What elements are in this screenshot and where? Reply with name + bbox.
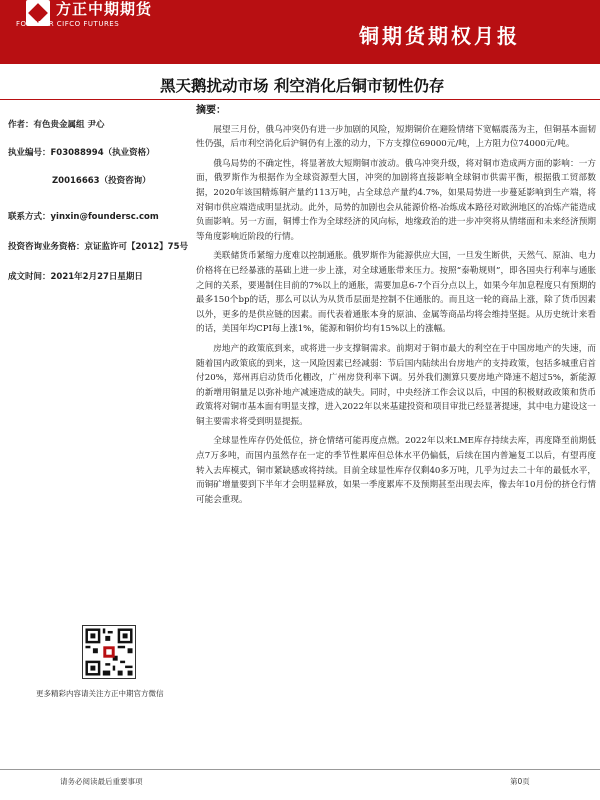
- paragraph: 美联储货币紧缩力度难以控制通胀。俄罗斯作为能源供应大国，一旦发生断供，天然气、原油、电力价格将在已经暴涨的基础上进一步上涨，对全球通胀带来压力。按照“泰勒规则”，即各国央行利率与通胀之间的关系，要遏制住目前的7%以上的通胀，需要加息6-7个百分点以上，如果今年加息程度只有预期的最多150个bp的话，那么可以认为从货币层面是控制不住通胀的。而且这一轮的商品上涨，除了货币因素以外，更多的是供应链的因素。而代表着通胀本身的原油、金属等商品均将会维持坚挺。从历史统计来看的话，美国年均CPI每上涨1%，能源和铜价均有15%以上的涨幅。: [196, 251, 596, 335]
- footer-disclaimer: 请务必阅读最后重要事项: [60, 777, 143, 786]
- title-divider: [0, 99, 600, 100]
- qr-caption: 更多精彩内容请关注方正中期官方微信: [36, 689, 164, 698]
- report-type: 铜期货期权月报: [359, 24, 520, 48]
- date-line: 成文时间：2021年2月27日星期日: [8, 272, 143, 282]
- paragraph: 俄乌局势的不确定性，将显著放大短期铜市波动。俄乌冲突升级，将对铜市造成两方面的影响：一方面，俄罗斯作为根据作为全球资源型大国，冲突的加剧将直接影响全球铜市供需平衡，根据俄工贸部数据，2020年该国精炼铜产量约113万吨，占全球总产量约4.7%，如果局势进一步蔓延影响到生产端，将对铜市供应端造成明显扰动。此外，局势的加剧也会从能源价格-冶炼成本路径对欧洲地区的冶炼产能造成负面影响。另一方面，铜博士作为全球经济的风向标，地缘政治的进一步冲突将从情绪面和未来经济预期等角度影响近阶段的行情。: [196, 158, 596, 242]
- abstract-heading: 摘要：: [196, 105, 226, 116]
- paragraph: 全球显性库存仍处低位，挤仓情绪可能再度点燃。2022年以来LME库存持续去库，再度降至前期低点7万多吨，而国内虽然存在一定的季节性累库但总体水平仍偏低，后续在国内普遍复工以后，有望再度转入去库模式，铜市紧缺感或将持续。目前全球显性库存仅剩40多万吨，几乎为过去二十年的最低水平，而铜矿增量要到下半年才会明显释放，如果一季度累库不及预期甚至出现去库，像去年10月份的挤仓行情可能会重现。: [196, 436, 596, 505]
- page-title: 黑天鹅扰动市场 利空消化后铜市韧性仍存: [160, 77, 445, 95]
- license-line: 执业编号：F03088994（执业资格）: [8, 148, 155, 158]
- qr-code-icon: [83, 626, 135, 678]
- page-number: 第0页: [510, 777, 530, 786]
- license-line-2: Z0016663（投资咨询）: [52, 176, 151, 186]
- company-name-cn: 方正中期期货: [56, 0, 153, 18]
- page-header: [0, 0, 600, 64]
- qualification-line: 投资咨询业务资格：京证监许可【2012】75号: [8, 242, 188, 252]
- footer-divider: [0, 769, 600, 770]
- author-line: 作者：有色贵金属组 尹心: [8, 120, 105, 130]
- wechat-qr-code: [82, 625, 136, 679]
- report-content: [196, 104, 596, 512]
- company-name-en: FOUNDER CIFCO FUTURES: [16, 20, 120, 28]
- contact-line: 联系方式：yinxin@foundersc.com: [8, 212, 159, 222]
- paragraph: 房地产的政策底到来，或将进一步支撑铜需求。前期对于铜市最大的利空在于中国房地产的失速，而随着国内政策底的到来，这一风险因素已经减弱：节后国内陆续出台房地产的支持政策，包括多城重启首付20%，郑州再启动货币化棚改，广州房贷利率下调。另外我们测算只要房地产降速不超过5%，新能源的新增用铜量足以弥补地产减速造成的缺失。同时，中央经济工作会议以后，中国的积极财政政策和货币政策将对铜市基本面有明显支撑，进入2022年以来基建投资和项目审批已经显著提速，其中电力建设这一铜主要需求将受到明显提振。: [196, 343, 596, 427]
- paragraph: 展望三月份，俄乌冲突仍有进一步加剧的风险，短期铜价在避险情绪下宽幅震荡为主，但铜基本面韧性仍强，后市利空消化后沪铜仍有上涨的动力，下方支撑位69000元/吨，上方阻力位74000元/吨。: [196, 124, 596, 150]
